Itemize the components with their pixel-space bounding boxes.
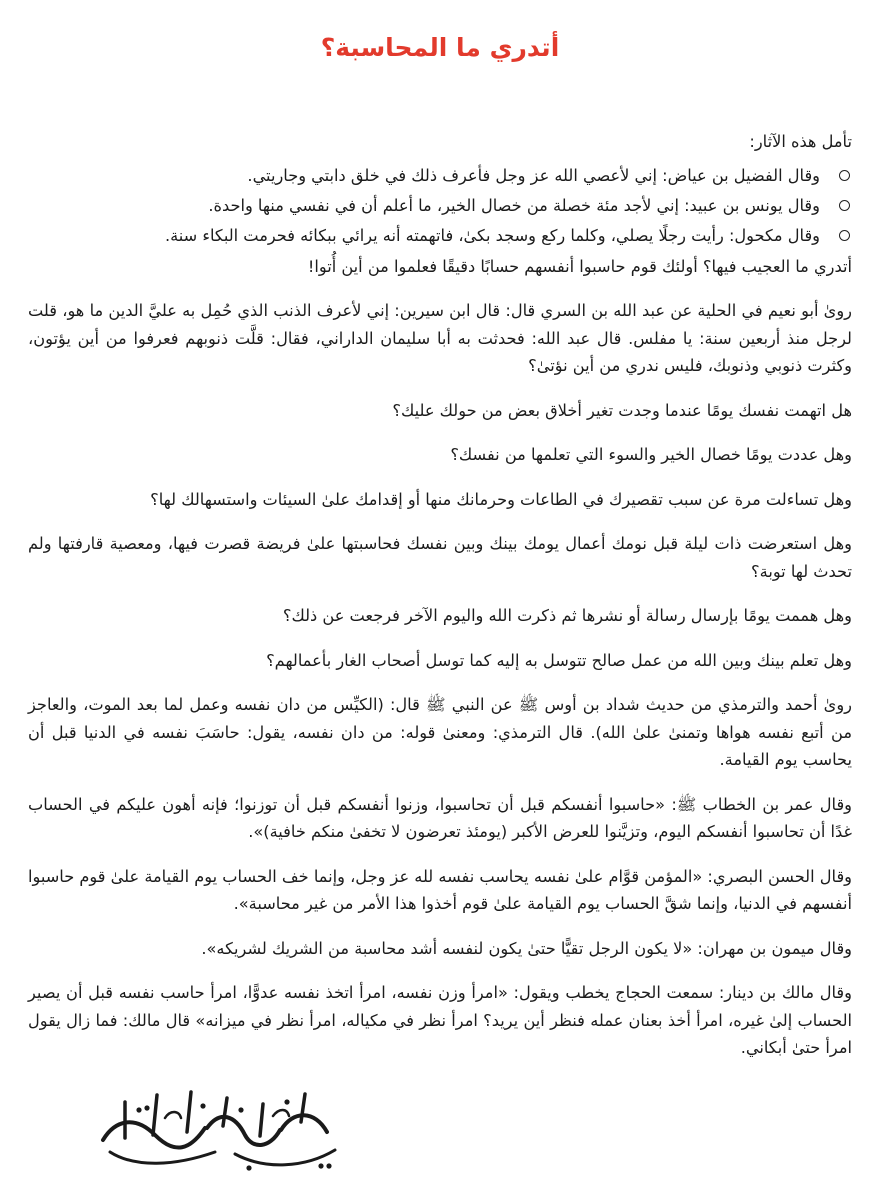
paragraph: وهل هممت يومًا بإرسال رسالة أو نشرها ثم ذكرت الله واليوم الآخر فرجعت عن ذلك؟ bbox=[282, 606, 852, 625]
list-item bbox=[28, 221, 852, 251]
article-body bbox=[28, 128, 852, 1062]
list-item bbox=[28, 191, 852, 221]
list-item bbox=[28, 161, 852, 191]
paragraph: وهل استعرضت ذات ليلة قبل نومك أعمال يومك بينك وبين نفسك فحاسبتها علىٰ فريضة قصرت فيها، ومعصية قارفتها ولم تحدث لها توبة؟ bbox=[28, 534, 852, 581]
signature-calligraphy bbox=[95, 1080, 350, 1180]
quote-text: وقال الفضيل بن عياض: إني لأعصي الله عز وجل فأعرف ذلك في خلق دابتي وجاريتي. bbox=[247, 165, 820, 185]
article-page bbox=[28, 0, 852, 1200]
article-title: أتدري ما المحاسبة؟ bbox=[320, 33, 560, 62]
circle-bullet-icon bbox=[839, 200, 850, 211]
paragraph: وهل تساءلت مرة عن سبب تقصيرك في الطاعات وحرمانك منها أو إقدامك علىٰ السيئات واستسهالك لها؟ bbox=[150, 489, 852, 509]
paragraph: روىٰ أحمد والترمذي من حديث شداد بن أوس ﷺ عن النبي ﷺ قال: (الكيِّس من دان نفسه وعمل لما بعد الموت، والعاجز من أتبع نفسه هواها وتمنىٰ علىٰ الله). قال الترمذي: ومعنىٰ قوله: من دان نفسه، يقول: حاسَبَ نفسه في الدنيا قبل أن يحاسب يوم القيامة. bbox=[28, 695, 852, 769]
circle-bullet-icon bbox=[839, 170, 850, 181]
paragraph: وقال ميمون بن مهران: «لا يكون الرجل تقيًّا حتىٰ يكون لنفسه أشد محاسبة من الشريك لشريكه». bbox=[201, 938, 852, 958]
paragraph: وقال مالك بن دينار: سمعت الحجاج يخطب ويقول: «امرأ وزن نفسه، امرأ اتخذ نفسه عدوًّا، امرأ حاسب نفسه قبل أن يصير الحساب إلىٰ غيره، امرأ أخذ بعنان عمله فنظر أين يريد؟ امرأ نظر في مكياله، امرأ نظر في ميزانه» قال مالك: فما زال يقول امرأ حتىٰ أبكاني. bbox=[28, 983, 852, 1057]
quote-text: وقال يونس بن عبيد: إني لأجد مئة خصلة من خصال الخير، ما أعلم أن في نفسي منها واحدة. bbox=[208, 195, 820, 215]
paragraph: أتدري ما العجيب فيها؟ أولئك قوم حاسبوا أنفسهم حسابًا دقيقًا فعلموا من أين أُتوا! bbox=[307, 256, 852, 276]
paragraph: وهل تعلم بينك وبين الله من عمل صالح تتوسل به إليه كما توسل أصحاب الغار بأعمالهم؟ bbox=[266, 650, 852, 670]
quote-text: وقال مكحول: رأيت رجلًا يصلي، وكلما ركع وسجد بكىٰ، فاتهمته أنه يرائي ببكائه فحرمت البكاء سنة. bbox=[164, 225, 820, 245]
paragraph: روىٰ أبو نعيم في الحلية عن عبد الله بن السري قال: قال ابن سيرين: إني لأعرف الذنب الذي حُمِل به عليَّ الدين ما هو، قلت لرجل منذ أربعين سنة: يا مفلس. قال عبد الله: فحدثت به أبا سليمان الداراني، فقال: قلَّت ذنوبهم فعرفوا من أين يؤتون، وكثرت ذنوبي وذنوبك، فليس ندري من أين نؤتىٰ؟ bbox=[28, 301, 852, 375]
paragraph: هل اتهمت نفسك يومًا عندما وجدت تغير أخلاق بعض من حولك عليك؟ bbox=[392, 400, 852, 420]
quotes-list bbox=[28, 161, 852, 251]
paragraph: وقال الحسن البصري: «المؤمن قوَّام علىٰ نفسه يحاسب نفسه لله عز وجل، وإنما خف الحساب يوم القيامة علىٰ قوم حاسبوا أنفسهم في الدنيا، وإنما شقَّ الحساب يوم القيامة علىٰ قوم أخذوا هذا الأمر من غير محاسبة». bbox=[28, 866, 852, 913]
paragraph: وهل عددت يومًا خصال الخير والسوء التي تعلمها من نفسك؟ bbox=[450, 445, 852, 464]
circle-bullet-icon bbox=[839, 230, 850, 241]
paragraph: وقال عمر بن الخطاب ﷺ: «حاسبوا أنفسكم قبل أن تحاسبوا، وزنوا أنفسكم قبل أن توزنوا؛ فإنه أهون عليكم في الحساب غدًا أن تحاسبوا أنفسكم اليوم، وتزيَّنوا للعرض الأكبر (يومئذ تعرضون لا تخفىٰ منكم خافية)». bbox=[28, 794, 852, 841]
intro-text: تأمل هذه الآثار: bbox=[749, 132, 852, 151]
